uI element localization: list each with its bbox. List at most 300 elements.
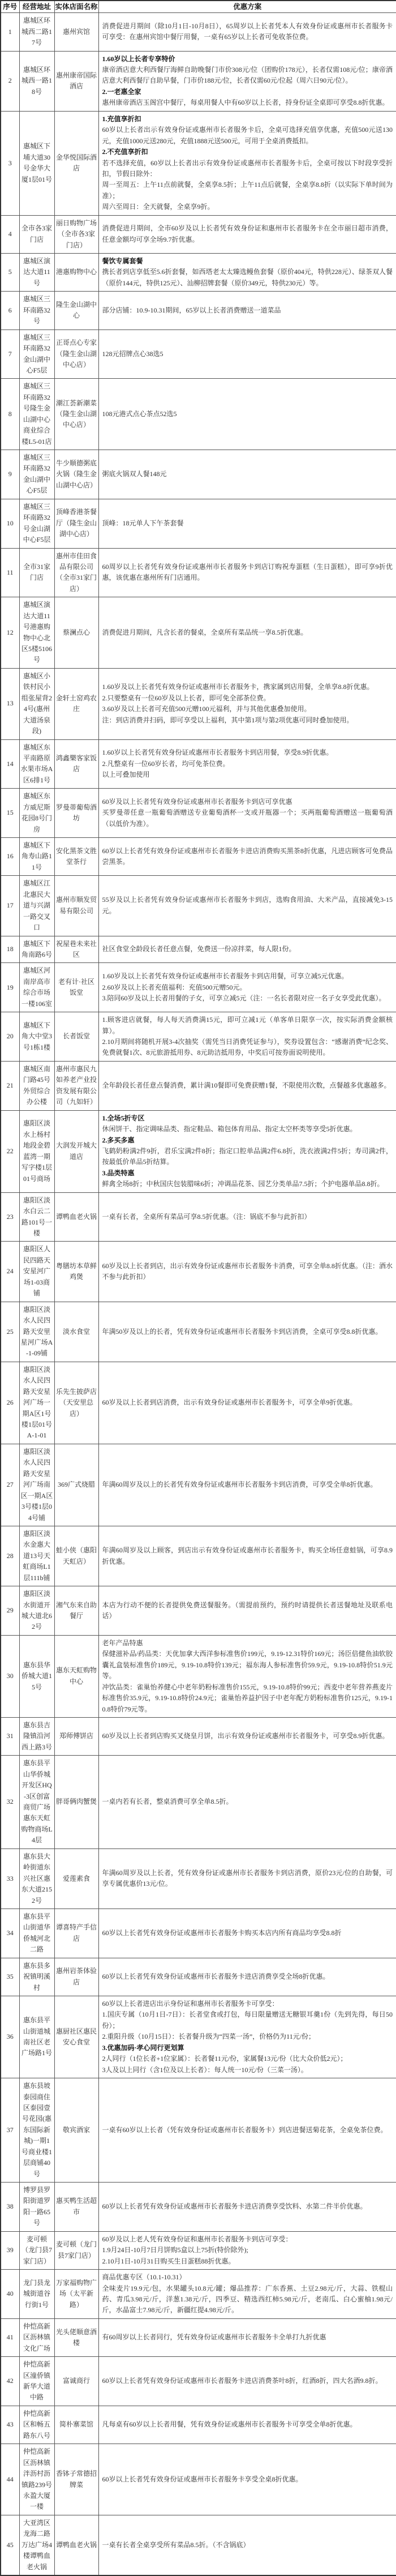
plan-cell — [98, 548, 396, 597]
address-cell: 惠城区东平南路原水果市场A区6排1号 — [19, 739, 54, 789]
plan-line: 1.60岁以上长者专享特价 — [102, 54, 175, 63]
table-row — [1, 2444, 396, 2515]
plan-line: 若不选择充值，60岁以上长者出示有效身份证或惠州市长者服务卡后，全桌可按以下时段享受折扣，节假日除外： — [102, 159, 393, 178]
store-name-cell: 淡水食堂 — [54, 1302, 98, 1362]
plan-line: 一桌内若有长者，整桌消费可享全单8.5折。 — [102, 1798, 233, 1806]
plan-line: 年满60周岁及以上的长者凭有效身份证或惠州市长者服务卡到店消费，可享受全单8折优惠。 — [102, 1480, 377, 1489]
plan-cell — [98, 668, 396, 739]
table-row — [1, 13, 396, 51]
row-number: 34 — [1, 1909, 19, 1958]
table-row — [1, 1756, 396, 1849]
table-row — [1, 1012, 396, 1062]
row-number: 10 — [1, 499, 19, 548]
plan-line: 108元港式点心茶点52选5 — [102, 409, 177, 418]
row-number: 20 — [1, 1012, 19, 1062]
store-name-cell: 大润发开城大道店 — [54, 1110, 98, 1192]
address-cell: 惠东县平山华侨城开发区HQ-3区创富商贸广场惠东天虹购物商场L4层 — [19, 1756, 54, 1849]
table-header — [1, 1, 396, 13]
address-cell: 惠城区三环南路32金山湖中心F5层 — [19, 450, 54, 499]
address-cell: 仲恺高新区潼侨镇新华大道中路 — [19, 2357, 54, 2406]
table-row — [1, 254, 396, 292]
plan-line: 惠州康帝酒店玉阁宫中餐厅，每桌用餐人中有60岁以上长者，持身份证全桌即可享受8.8折优惠。 — [102, 99, 389, 107]
address-cell: 惠城区演达大道11号 — [19, 254, 54, 292]
row-number: 2 — [1, 51, 19, 111]
address-cell: 惠阳区淡水人民四路天安星河广场南区一期A区3号楼1层04号铺 — [19, 1444, 54, 1526]
plan-line: 康帝酒店意大利西餐厅海鲜自助晚餐门市价308元/位（团购价178元），长者仅需108元/位；康帝酒店意大利西餐厅自助早餐，门市价188元/位，长者仅需60元/位起（周六日90元/位）。 — [102, 66, 393, 85]
plan-line: 全年龄段长者任意点餐消费，累计满10餐即可免费获赠1餐，不限使用次数，点餐越多优惠越多。 — [102, 1081, 391, 1090]
table-row — [1, 379, 396, 450]
plan-line: 55岁及以上长者凭有效身份证或惠州市长者服务卡到店，选购食用油、大米产品，直接减免3-15元。 — [102, 896, 393, 915]
row-number: 9 — [1, 450, 19, 499]
plan-line: 60岁以上长者凭有效身份证或惠州市长者服务卡购买本店内所有商品均享受8.8折 — [102, 1929, 342, 1937]
address-cell: 惠阳区人民四路天安星河广场1-03商铺 — [19, 1242, 54, 1302]
store-name-cell: 敬宾酒家 — [54, 2078, 98, 2183]
address-cell: 惠东县华侨城大道15号 — [19, 1635, 54, 1717]
plan-cell — [98, 1586, 396, 1636]
plan-line: 128元招牌点心38选5 — [102, 349, 163, 358]
address-cell: 惠城区三环南路32号金山湖中心F5层 — [19, 499, 54, 548]
table-row — [1, 1362, 396, 1444]
plan-line: 本店为行动不便的长者提供免费送餐服务。（需提前预约，预约时请提供长者送餐地址及联系电话） — [102, 1601, 393, 1620]
store-name-cell: 湘气东来自助餐厅 — [54, 1586, 98, 1636]
address-cell: 惠城区河南岸高市综合市场一楼106室 — [19, 963, 54, 1012]
plan-line: 年满50岁及以上的长者，凭有效身份证或惠州市长者服务卡到店消费，全桌可享受8.8折优惠。 — [102, 1327, 382, 1336]
plan-line: 1.9月24日-10月7日月饼购5盒以上75折(特价除外); — [102, 2246, 248, 2254]
plan-cell — [98, 1635, 396, 1717]
plan-line: 1.国庆专属（10月1日-7日）：长者堂食或打包，每日限量赠送无糖银耳羹1份（先到先得，每日50份）； — [102, 2010, 393, 2030]
plan-line: 3人及以上同行（含1位及以上长者）：每人统一10元/份（三菜一汤）。 — [102, 2065, 308, 2074]
plan-line: 顶峰：18元单人下午茶套餐 — [102, 519, 184, 527]
plan-line: 部分店铺：10.9-10.31期间，65岁以上长者消费赠送一道菜品 — [102, 306, 281, 314]
plan-cell — [98, 292, 396, 330]
plan-cell — [98, 2357, 396, 2406]
plan-line: 凡每桌有60岁以上长者用餐，凭有效身份证或惠州市长者服务卡可享受全单8折优惠。 — [102, 2420, 357, 2429]
plan-line: 休闲饼干、指定调味品类、指定鞋品、箱包体育用品、指定太空杯类等享受5折优惠。 — [102, 1125, 357, 1133]
store-name-cell: 胖哥俩肉蟹煲 — [54, 1756, 98, 1849]
store-name-cell: 惠东天虹购物中心 — [54, 1635, 98, 1717]
address-cell: 惠阳区淡水白云二路101号一楼 — [19, 1192, 54, 1242]
table-row — [1, 330, 396, 379]
table-row — [1, 2078, 396, 2183]
plan-cell — [98, 1909, 396, 1958]
address-cell: 仲恺高新区沥林镇泮沥村沥镇路239号永盈大厦一楼 — [19, 2444, 54, 2515]
table-row — [1, 1444, 396, 1526]
store-name-cell: 惠州市佳田食品有限公司（全市31家门店） — [54, 548, 98, 597]
table-row — [1, 2270, 396, 2319]
store-name-cell: 顶峰香港茶餐厅（隆生金山湖中心店） — [54, 499, 98, 548]
plan-line: 60岁及以上长者凭有效身份证或惠州市长者服务卡到店可享优惠 — [102, 797, 292, 806]
store-name-cell: 光头佬顺意酒楼 — [54, 2318, 98, 2356]
row-number: 26 — [1, 1362, 19, 1444]
plan-line: 60岁及以上老人凭有效身份证和惠州市长者服务卡到店可享受： — [102, 2235, 292, 2243]
row-number: 42 — [1, 2357, 19, 2406]
plan-cell — [98, 1756, 396, 1849]
plan-cell — [98, 1717, 396, 1755]
table-row — [1, 1192, 396, 1242]
table-row — [1, 51, 396, 111]
store-name-cell: 乐先生披萨店（天安里总店） — [54, 1362, 98, 1444]
store-name-cell: 万家福购物广场（太平新路） — [54, 2270, 98, 2319]
row-number: 40 — [1, 2270, 19, 2319]
plan-line: 2.不充值享折扣 — [102, 148, 148, 156]
plan-line: 60岁及以上长者到店消费，出示有效身份证或惠州市长者服务卡，可享全单9折优惠。 — [102, 1398, 357, 1407]
plan-cell — [98, 450, 396, 499]
row-number: 38 — [1, 2183, 19, 2232]
row-number: 12 — [1, 597, 19, 669]
table-row — [1, 1061, 396, 1110]
plan-cell — [98, 1242, 396, 1302]
table-row — [1, 789, 396, 838]
plan-cell — [98, 2231, 396, 2269]
plan-line: 60岁以上长者凭有效身份证或惠州市长者服务卡进店消费享受全场8折优惠。 — [102, 1972, 330, 1981]
plan-cell — [98, 111, 396, 215]
address-cell: 仲恺高新区沥林镇文化广场 — [19, 2318, 54, 2356]
plan-cell — [98, 330, 396, 379]
store-name-cell: 潮江荟新潮菜（隆生金山湖中心店） — [54, 379, 98, 450]
row-number: 30 — [1, 1635, 19, 1717]
row-number: 18 — [1, 936, 19, 963]
store-name-cell: 富诚商行 — [54, 2357, 98, 2406]
column-header-address: 经营地址 — [19, 1, 54, 13]
row-number: 31 — [1, 1717, 19, 1755]
store-name-cell: 丽日购物广场（全市各3家门店） — [54, 215, 98, 253]
plan-cell — [98, 1848, 396, 1909]
row-number: 43 — [1, 2406, 19, 2444]
table-row — [1, 292, 396, 330]
table-row — [1, 1586, 396, 1636]
plan-line: 60岁以上长者进店出示身份证和惠州市长者服务卡可享受： — [102, 2000, 279, 2008]
row-number: 17 — [1, 876, 19, 936]
table-row — [1, 1242, 396, 1302]
store-name-cell: 正哥点心专家（隆生金山湖中心店） — [54, 330, 98, 379]
address-cell: 惠东县坡泰园商住区泰园壹号花园(惠东国际新城)一期1号商业楼1层商铺40号 — [19, 2078, 54, 2183]
plan-line: 60岁以上长者凭有效身份证或惠州市长者服务卡进店消费购买黑茶8折优惠，凡进店顾客可免费品尝黑茶。 — [102, 846, 393, 866]
plan-line: 3.品类特惠 — [102, 1169, 135, 1177]
row-number: 35 — [1, 1958, 19, 1996]
plan-line: 年满60周岁及以上长者，凭有效身份证或惠州市长者服务卡到店消费，原价23元/位的自助餐，可享专属优惠价13元/位。 — [102, 1868, 393, 1888]
row-number: 13 — [1, 668, 19, 739]
plan-cell — [98, 597, 396, 669]
table-row — [1, 936, 396, 963]
plan-line: 老年产品特惠 — [102, 1638, 143, 1647]
address-cell: 惠城区演达大道11号港惠购物中心北区5楼5106号 — [19, 597, 54, 669]
address-cell: 惠东县平山街道华侨城河北二路 — [19, 1909, 54, 1958]
plan-cell — [98, 789, 396, 838]
table-row — [1, 668, 396, 739]
plan-line: 以上可叠加使用 — [102, 771, 150, 779]
store-name-cell: 港惠购物中心 — [54, 254, 98, 292]
column-header-plan: 优惠方案 — [98, 1, 396, 13]
plan-line: 2.一老惠全家 — [102, 87, 141, 96]
address-cell: 惠东县大岭街道东兴社区惠东大道2152号 — [19, 1848, 54, 1909]
table-row — [1, 2515, 396, 2575]
row-number: 22 — [1, 1110, 19, 1192]
row-number: 21 — [1, 1061, 19, 1110]
column-header-no: 序号 — [1, 1, 19, 13]
store-name-cell: 隆生金山湖中心 — [54, 292, 98, 330]
row-number: 5 — [1, 254, 19, 292]
store-name-cell: 老有计·社区饭堂 — [54, 963, 98, 1012]
plan-cell — [98, 936, 396, 963]
row-number: 11 — [1, 548, 19, 597]
plan-cell — [98, 2078, 396, 2183]
plan-cell — [98, 2183, 396, 2232]
table-row — [1, 876, 396, 936]
table-row — [1, 597, 396, 669]
address-cell: 惠城区下埔大道30号金华大厦1层01号 — [19, 111, 54, 215]
address-cell: 惠城区三环南路32金山湖中心F5层 — [19, 330, 54, 379]
table-row — [1, 450, 396, 499]
plan-cell — [98, 1362, 396, 1444]
row-number: 37 — [1, 2078, 19, 2183]
address-cell: 全市31家门店 — [19, 548, 54, 597]
plan-line: 1.60岁以上长者凭有效身份证或惠州市长者服务卡到店用餐，享受8.9折优惠。 — [102, 748, 333, 757]
plan-line: 1.充值享折扣 — [102, 114, 141, 123]
plan-cell — [98, 379, 396, 450]
plan-cell — [98, 1526, 396, 1586]
plan-line: 商品优惠专区（10.1-10.31） — [102, 2273, 186, 2282]
store-name-cell: 祝屋巷未来社区 — [54, 936, 98, 963]
table-row — [1, 1302, 396, 1362]
table-row — [1, 1526, 396, 1586]
address-cell: 全市各3家门店 — [19, 215, 54, 253]
store-name-cell: 简朴寨菜馆 — [54, 2406, 98, 2444]
address-cell: 博罗县罗阳街道罗阳一路65号 — [19, 2183, 54, 2232]
store-name-cell: 谭鸭血老火锅 — [54, 2515, 98, 2575]
plan-line: 年满60周岁及以上顾客，到店出示有效身份证或惠州市长者服务卡，购买全场任意蛙锅，可享8.9折优惠。 — [102, 1546, 393, 1565]
plan-line: 60岁以上长者出示有效身份证或惠州市长者服务卡后，全桌可选择充值享优惠，充值500元送130元，充值1000元送280元，充值1888元送500元，可用于全桌消费抵扣。 — [102, 126, 393, 145]
store-name-cell: 蔡澜点心 — [54, 597, 98, 669]
address-cell: 惠城区下角大中堂3号1栋1楼 — [19, 1012, 54, 1062]
plan-line: 60岁以上长者凭有效身份证或惠州市长者服务卡进店消费茶叶8折，红酒8折，四大名酒9.8折。 — [102, 2377, 382, 2385]
plan-line: 消费促进月期间（除10月1日-10月8日），65周岁以上长者凭本人有效身份证或惠州市长者服务卡可享受：在惠州宾馆中餐厅用餐，一桌有65岁以上长者可免收茶位费。 — [102, 22, 393, 41]
store-name-cell: 惠州市顺发贸易有限公司 — [54, 876, 98, 936]
store-name-cell: 惠州市惠民九如养老产业投资发展有限公司（九如轩） — [54, 1061, 98, 1110]
address-cell: 惠东县吉隆镇沿河西上路3号 — [19, 1717, 54, 1755]
plan-cell — [98, 1061, 396, 1110]
plan-cell — [98, 838, 396, 876]
address-cell: 仲恺高新区和畅五路东八号 — [19, 2406, 54, 2444]
plan-cell — [98, 1012, 396, 1062]
plan-line: 2.10月期间将随机开展3-4次抽奖（需凭当日消费凭证参与），奖券设置包含：“感谢消费”纪念奖、免费就餐1次、8元旅游抵用券、8元助洁抵用券，中奖后可按券面说明使用。 — [102, 1038, 393, 1057]
plan-cell — [98, 1444, 396, 1526]
row-number: 24 — [1, 1242, 19, 1302]
plan-cell — [98, 1996, 396, 2078]
table-row — [1, 1909, 396, 1958]
plan-line: 消费促进月期间，凡含长者的餐桌，全桌所有菜品统一享8.5折优惠。 — [102, 628, 308, 636]
row-number: 23 — [1, 1192, 19, 1242]
address-cell: 惠东县平山街道城南社区老广场路1号 — [19, 1996, 54, 2078]
store-name-cell: 麦可顿（龙门县7家门店） — [54, 2231, 98, 2269]
table-row — [1, 1717, 396, 1755]
row-number: 7 — [1, 330, 19, 379]
row-number: 27 — [1, 1444, 19, 1526]
plan-cell — [98, 1192, 396, 1242]
address-cell: 惠城区环城西二路17号 — [19, 13, 54, 51]
address-cell: 惠阳区淡水金惠大道13号天虹商场L1层111b铺 — [19, 1526, 54, 1586]
store-name-cell: 牛少顺德粥底火锅（隆生金山湖中心店） — [54, 450, 98, 499]
address-cell: 惠阳区淡水上杨村地段金碧蓝湾一期写字楼1层01号商场 — [19, 1110, 54, 1192]
address-cell: 惠城区江北惠民大道与兴湖一路交叉口 — [19, 876, 54, 936]
address-cell: 惠城区小铁村民小组张屋背24号(惠州大道汤泉段) — [19, 668, 54, 739]
plan-line: 注：到店消费并扫码，即可享受以上福利，其中第1项与第2项优惠可同时叠加使用。 — [102, 716, 354, 724]
plan-cell — [98, 1110, 396, 1192]
plan-line: 消费促进月期间，全市60岁及以上长者凭有效身份证和惠州市长者服务卡在全市丽日超市消费，任意金额均可享全场9.7折优惠。 — [102, 224, 393, 243]
plan-line: 60周岁以上长者凭有效身份证或惠州市长者服务卡到店订购祝寿蛋糕（生日蛋糕），即可享9折优惠，该优惠在惠州所有门店通用。 — [102, 562, 393, 582]
row-number: 45 — [1, 2515, 19, 2575]
plan-cell — [98, 215, 396, 253]
plan-line: 60岁及以上长者到店，出示有效身份证或惠州市长者服务卡消费，可享全单8.8折优惠。（注：酒水不参与此折扣） — [102, 1261, 393, 1281]
row-number: 14 — [1, 739, 19, 789]
table-row — [1, 1958, 396, 1996]
plan-line: 60岁以上长者凭有效身份证或惠州市长者服务卡进店消费享受饮料、水第二件半价优惠。 — [102, 2202, 367, 2211]
address-cell: 惠城区环城西一路18号 — [19, 51, 54, 111]
table-row — [1, 2406, 396, 2444]
table-row — [1, 1996, 396, 2078]
plan-cell — [98, 2406, 396, 2444]
address-cell: 大亚湾区龙海二路万达广场4楼谭鸭血老火锅 — [19, 2515, 54, 2575]
plan-line: 2人同行（1位长者+1位家属）：长者餐11元/份，家属餐13元/份（比大众价低2元）； — [102, 2055, 347, 2063]
table-row — [1, 1848, 396, 1909]
plan-line: 餐饮专属套餐 — [102, 257, 143, 265]
address-cell: 惠城区三环南路32号 — [19, 292, 54, 330]
plan-cell — [98, 51, 396, 111]
plan-line: 60岁以上长者凭有效身份证或惠州市长者服务卡享受全桌8折优惠。 — [102, 2475, 303, 2483]
store-name-cell: 安化黑茶文胜堂茶行 — [54, 838, 98, 876]
table-row — [1, 215, 396, 253]
table-row — [1, 548, 396, 597]
plan-line: 1.顾客进店就餐，每人每天消费满15元，即可立减1元（单客单日限享一次，按实际消费金额核算）。 — [102, 1016, 393, 1035]
plan-cell — [98, 499, 396, 548]
plan-line: 周一至周五：上午11点前就餐，全桌享8.5折；上午11点后就餐，全桌享8.8折（以实际下单时间为准）； — [102, 181, 393, 200]
plan-line: 2.只要整桌有一位60岁及以上长者，即可免全部茶位费。 — [102, 694, 270, 702]
address-cell: 惠阳区淡水街道开城大道北62号 — [19, 1586, 54, 1636]
table-row — [1, 739, 396, 789]
row-number: 44 — [1, 2444, 19, 2515]
plan-line: 社区食堂全龄段长者任意点餐，免费送一份凉拌菜，每人限1份。 — [102, 945, 296, 953]
plan-line: 一桌有60岁以上长者（凭有效身份证或惠州市长者服务卡）到店进餐送菊花茶，全桌免茶位费。 — [102, 2125, 388, 2134]
plan-line: 3.优惠加码·孝心同行更划算 — [102, 2043, 184, 2052]
store-name-cell: 香钵子常德招牌菜 — [54, 2444, 98, 2515]
plan-line: 2.凡整桌有一位60岁长者，均可免茶位费。 — [102, 759, 230, 768]
plan-line: 2.10月1日-10月31日购买生日蛋糕88折优惠。 — [102, 2257, 235, 2265]
table-row — [1, 111, 396, 215]
store-name-cell: 369广式烧腊 — [54, 1444, 98, 1526]
table-body — [1, 13, 396, 2575]
row-number: 1 — [1, 13, 19, 51]
plan-cell — [98, 963, 396, 1012]
plan-cell — [98, 13, 396, 51]
store-name-cell: 爱莲素食 — [54, 1848, 98, 1909]
store-name-cell: 粤膳坊本草鲜鸡煲 — [54, 1242, 98, 1302]
row-number: 25 — [1, 1302, 19, 1362]
plan-cell — [98, 876, 396, 936]
store-name-cell: 罗曼蒂葡萄酒坊 — [54, 789, 98, 838]
plan-cell — [98, 1958, 396, 1996]
row-number: 28 — [1, 1526, 19, 1586]
row-number: 4 — [1, 215, 19, 253]
table-row — [1, 2318, 396, 2356]
row-number: 41 — [1, 2318, 19, 2356]
plan-line: 买罗曼蒂任意一瓶葡萄酒赠送专业葡萄酒杯一支或开瓶器一个；买两瓶葡萄酒赠送一瓶葡萄酒（以低价为准）。 — [102, 808, 393, 828]
table-row — [1, 838, 396, 876]
plan-line: 粥底火锅双人餐148元 — [102, 470, 167, 478]
plan-line: 冲饮品类：雀巢怡养健心中老年奶粉标准售价155元，9.19-10.8特价99元；西麦中老年营养燕麦片标准售价35.9元，9.19-10.8特价24.9元；雀巢怡养益护因子中老年配方奶粉标准售价125元，9.19-10.8特价79元等。 — [102, 1683, 393, 1713]
store-name-cell: 鸿鑫樂客家饭店 — [54, 739, 98, 789]
plan-line: 飞鹤奶粉满2件9折，君乐宝满2件8折；指定口腔单品满2件6.8折，洗衣液满2件5折；寿司满2件，按最低价单品5折结算。 — [102, 1146, 393, 1166]
store-name-cell: 金轩土窑鸡农庄 — [54, 668, 98, 739]
address-cell: 惠城区下角南路6号 — [19, 936, 54, 963]
row-number: 29 — [1, 1586, 19, 1636]
address-cell: 惠城区下角寿山路11号 — [19, 838, 54, 876]
store-name-cell: 长者饭堂 — [54, 1012, 98, 1062]
row-number: 6 — [1, 292, 19, 330]
plan-line: 全味麦片19.9元/包，水果罐头10.8元/罐；爆品推荐：广东香蕉、土豆2.98元/斤，大蒜、铁棍山药、青瓜3.98元/斤，洋葱1.38元/斤，四季豆、精选西红柿5.98元/斤，老南瓜、白心蜜柚1.98元/斤，水晶富士7.98元/斤，新疆红提4.98元/斤。 — [102, 2284, 393, 2314]
row-number: 8 — [1, 379, 19, 450]
address-cell: 惠东县多祝镇明溪村 — [19, 1958, 54, 1996]
plan-line: 2.多买多惠 — [102, 1136, 135, 1144]
plan-line: 1.全场5折专区 — [102, 1114, 145, 1122]
plan-line: 有60周岁以上长者同行，凭有效身份证或惠州市长者服务卡全单打九折优惠 — [102, 2333, 326, 2342]
address-cell: 惠阳区淡水人民四路天安星河广场一期A区1号楼1层01号A-1-01 — [19, 1362, 54, 1444]
store-name-cell: 金华悦国际酒店 — [54, 111, 98, 215]
row-number: 32 — [1, 1756, 19, 1849]
plan-cell — [98, 2515, 396, 2575]
plan-line: 一桌有长者，全桌所有菜品可享8.5折优惠。（注：锅底不参与此折扣） — [102, 1212, 311, 1221]
row-number: 39 — [1, 2231, 19, 2269]
table-row — [1, 963, 396, 1012]
table-row — [1, 2231, 396, 2269]
plan-cell — [98, 254, 396, 292]
address-cell: 惠阳区淡水人民四路天安里星河广场A-1-09铺 — [19, 1302, 54, 1362]
plan-line: 1.60岁及以上长者凭有效身份证或惠州市长者服务卡到店用餐，可享立减5元优惠。 — [102, 972, 348, 981]
plan-line: 周六至周日：全天就餐，全桌享9折。 — [102, 203, 214, 211]
row-number: 36 — [1, 1996, 19, 2078]
store-name-cell: 郑师傅饼店 — [54, 1717, 98, 1755]
store-name-cell: 惠州宾馆 — [54, 13, 98, 51]
plan-cell — [98, 2318, 396, 2356]
table-row — [1, 2183, 396, 2232]
header-row — [1, 1, 396, 13]
plan-cell — [98, 1302, 396, 1362]
table-row — [1, 499, 396, 548]
address-cell: 龙门县龙城街道谷行街1号 — [19, 2270, 54, 2319]
plan-line: 2.60岁及以上长者充值福利：充值500元赠50元。 — [102, 983, 247, 991]
plan-line: 保健滋补品/药品类：天优加拿大西洋参标准售价199元，9.19-12.31特价169元；汤臣倍健鱼油软胶囊礼盒装标准售价189元，9.19-10.8特价139元；福东海人参标准售价59.9元，9.19-10.8特价51.9元等。 — [102, 1650, 393, 1680]
plan-cell — [98, 2444, 396, 2515]
store-name-cell: 惠州岩茶体验店 — [54, 1958, 98, 1996]
store-name-cell: 惠州康帝国际酒店 — [54, 51, 98, 111]
table-row — [1, 1110, 396, 1192]
plan-line: 1.60岁及以上长者凭有效身份证或惠州市长者服务卡，携家属到店用餐，全单享8.8折优惠。 — [102, 683, 374, 691]
column-header-store: 实体店面名称 — [54, 1, 98, 13]
plan-line: 一桌有长者全桌享受所有菜品8.5折。（不含锅底） — [102, 2540, 250, 2549]
store-name-cell: 蛙小侠（惠阳天虹店） — [54, 1526, 98, 1586]
plan-line: 3.陪同60岁及以上长者用餐的子女，可享立减5元（注：一名长者限对应一名子女享受此优惠）。 — [102, 994, 386, 1002]
plan-cell — [98, 739, 396, 789]
address-cell: 惠城区三环南路32号隆生金山湖中心商业综合楼L5-01店 — [19, 379, 54, 450]
store-name-cell: 惠厨社区惠民安心食堂 — [54, 1996, 98, 2078]
address-cell: 惠城区东方威尼斯花园8号门房 — [19, 789, 54, 838]
row-number: 19 — [1, 963, 19, 1012]
address-cell: 麦可顿（龙门县7家门店） — [19, 2231, 54, 2269]
address-cell: 惠城区南门路45号外贸综合办公楼 — [19, 1061, 54, 1110]
store-name-cell: 谭喜特产手信店 — [54, 1909, 98, 1958]
table-row — [1, 2357, 396, 2406]
table-row — [1, 1635, 396, 1717]
row-number: 33 — [1, 1848, 19, 1909]
plan-line: 携长者到店享低至5.6折套餐，如西塔老太太臻选鳗鱼套餐（原价404元，特供228元）、绿茶双人餐（原价144元，特供125元）、汕柳招牌套餐（原价349元，特供230元）等。 — [102, 268, 393, 287]
